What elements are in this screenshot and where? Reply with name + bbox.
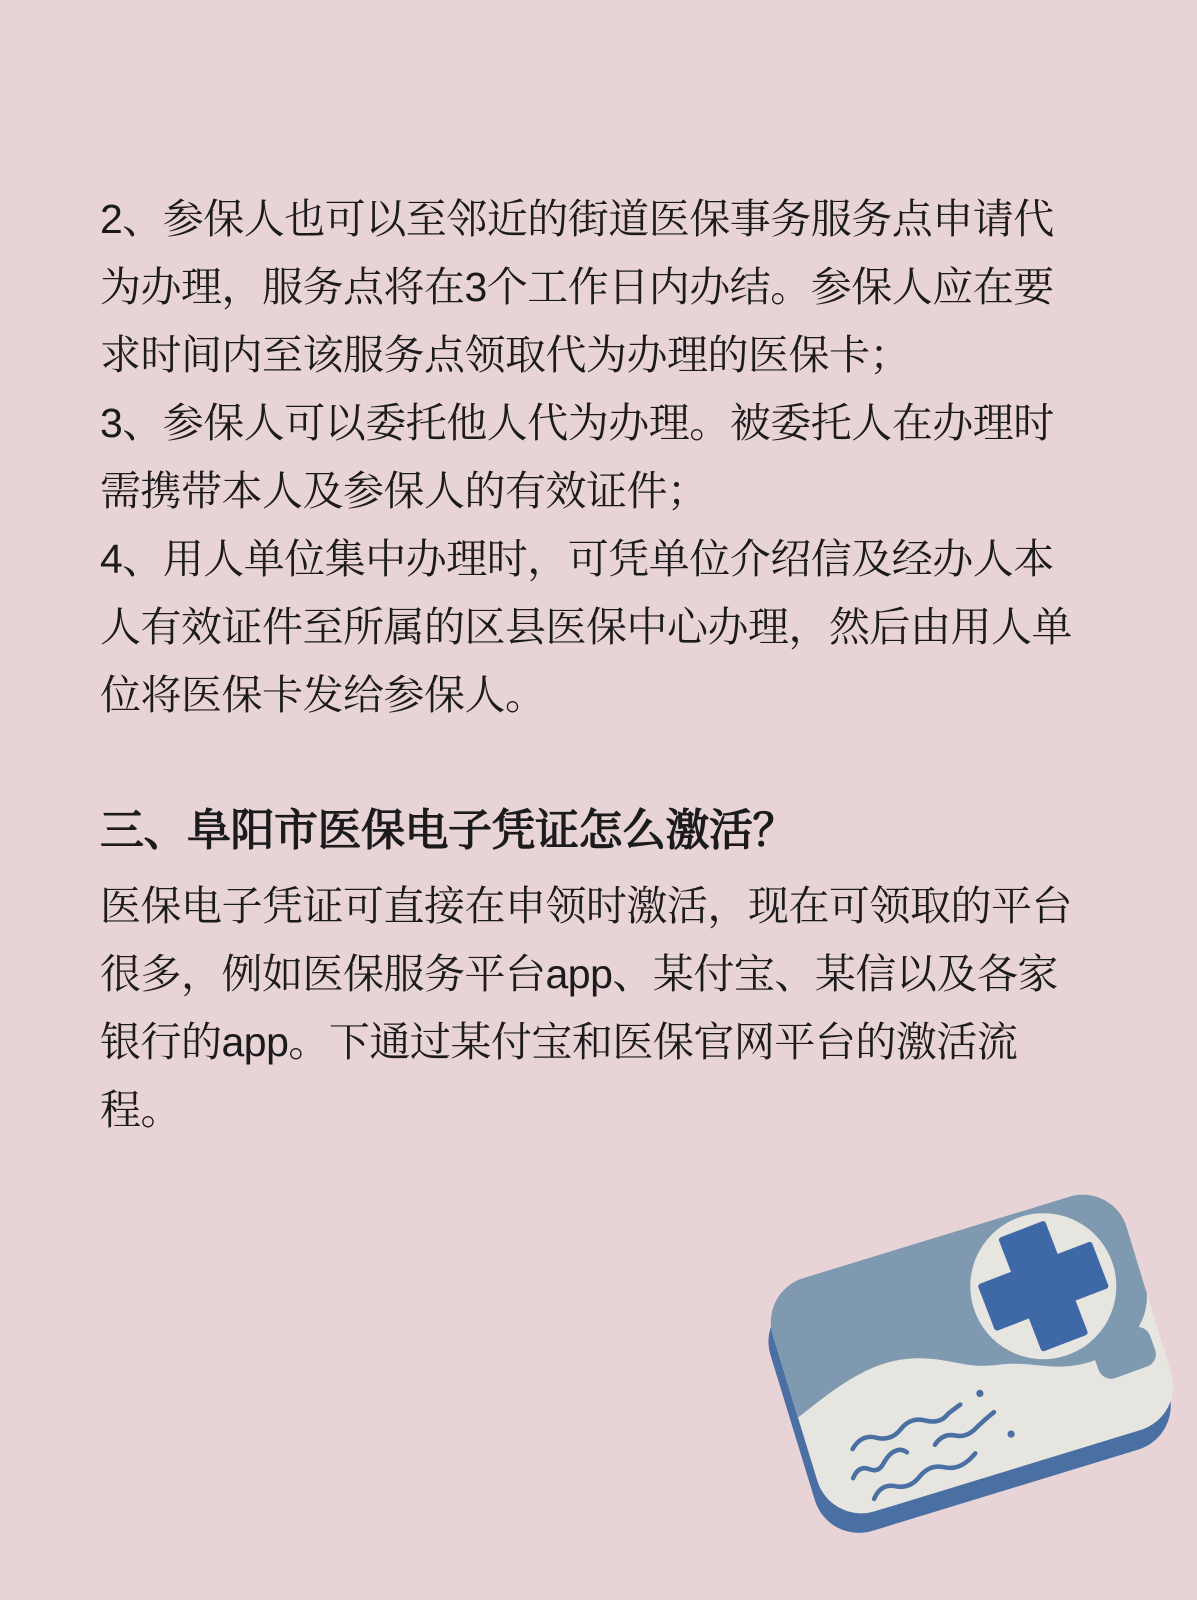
text-line: 很多，例如医保服务平台app、某付宝、某信以及各家: [100, 951, 1058, 997]
medical-card-illustration: [742, 1162, 1197, 1552]
section-heading-activation: 三、阜阳市医保电子凭证怎么激活？: [100, 806, 796, 855]
text-line: 2、参保人也可以至邻近的街道医保事务服务点申请代: [100, 196, 1054, 242]
list-item-4: [100, 525, 1092, 729]
text-line: 求时间内至该服务点领取代为办理的医保卡；: [100, 332, 910, 378]
text-line: 位将医保卡发给参保人。: [100, 672, 546, 718]
text-line: 人有效证件至所属的区县医保中心办理，然后由用人单: [100, 604, 1072, 650]
list-item-3: [100, 389, 1092, 525]
text-line: 银行的app。下通过某付宝和医保官网平台的激活流: [100, 1019, 1018, 1065]
list-item-2: [100, 185, 1092, 389]
text-line: 程。: [100, 1087, 181, 1133]
text-line: 4、用人单位集中办理时，可凭单位介绍信及经办人本: [100, 536, 1054, 582]
text-line: 医保电子凭证可直接在申领时激活，现在可领取的平台: [100, 883, 1072, 929]
text-line: 需携带本人及参保人的有效证件；: [100, 468, 708, 514]
text-line: 为办理，服务点将在3个工作日内办结。参保人应在要: [100, 264, 1054, 310]
text-line: 3、参保人可以委托他人代为办理。被委托人在办理时: [100, 400, 1054, 446]
activation-paragraph: [100, 872, 1092, 1144]
